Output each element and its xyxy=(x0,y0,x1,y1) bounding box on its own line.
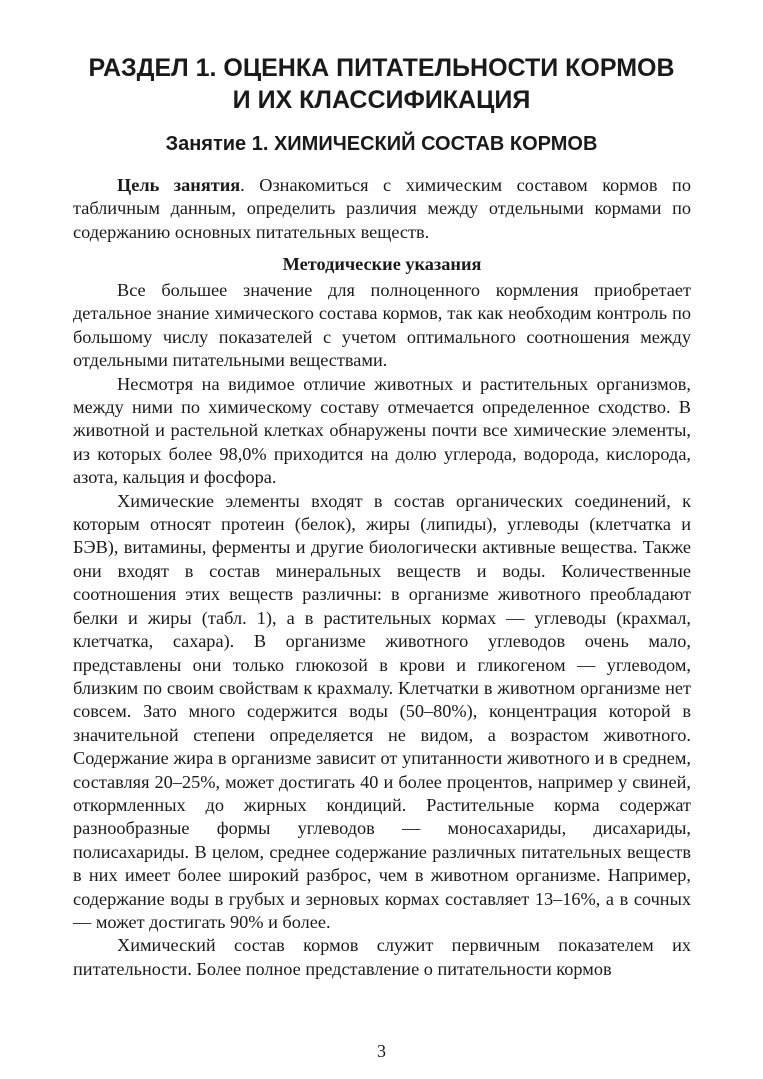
lesson-goal-text: . Ознакомиться с химическим составом кормов по табличным данным, определить различия между отдельными кормами по содержанию основных питательных веществ. xyxy=(73,175,691,242)
section-title xyxy=(40,52,723,116)
section-title-line-1: РАЗДЕЛ 1. ОЦЕНКА ПИТАТЕЛЬНОСТИ КОРМОВ xyxy=(88,54,675,82)
methods-heading: Методические указания xyxy=(282,254,482,274)
paragraph: Химический состав кормов служит первичным показателем их питательности. Более полное представление о питательности кормов xyxy=(73,935,691,979)
lesson-title: Занятие 1. ХИМИЧЕСКИЙ СОСТАВ КОРМОВ xyxy=(165,133,598,155)
lesson-goal xyxy=(73,174,691,244)
paragraph: Химические элементы входят в состав органических соединений, к которым относят протеин (белок), жиры (липиды), углеводы (клетчатка и БЭВ), витамины, ферменты и другие биологически активные вещества. Также они входят в состав минеральных веществ и воды. Количественные соотношения этих веществ различны: в организме животного преобладают белки и жиры (табл. 1), а в растительных кормах — углеводы (крахмал, клетчатка, сахара). В организме животного углеводов очень мало, представлены они только глюкозой в крови и гликогеном — углеводом, близким по своим свойствам к крахмалу. Клетчатки в животном организме нет совсем. Зато много содержится воды (50–80%), концентрация которой в значительной степени определяется не видом, а возрастом животного. Содержание жира в организме зависит от упитанности животного и в среднем, составляя 20–25%, может достигать 40 и более процентов, например у свиней, откормленных до жирных кондиций. Растительные корма содержат разнообразные формы углеводов — моносахариды, дисахариды, полисахариды. В целом, среднее содержание различных питательных веществ в них имеет более широкий разброс, чем в животном организме. Например, содержание воды в грубых и зерновых кормах составляет 13–16%, а в сочных — может достигать 90% и более. xyxy=(73,490,691,932)
lesson-goal-label: Цель занятия xyxy=(117,175,241,195)
paragraph: Все большее значение для полноценного кормления приобретает детальное знание химического состава кормов, так как необходим контроль по большому числу показателей с учетом оптимального соотношения между отдельными питательными веществами. xyxy=(73,280,691,371)
section-title-line-2: И ИХ КЛАССИФИКАЦИЯ xyxy=(232,86,531,114)
page-number: 3 xyxy=(377,1041,386,1061)
paragraph: Несмотря на видимое отличие животных и растительных организмов, между ними по химическому составу отмечается определенное сходство. В животной и растельной клетках обнаружены почти все химические элементы, из которых более 98,0% приходится на долю углерода, водорода, кислорода, азота, кальция и фосфора. xyxy=(73,373,691,488)
methods-body xyxy=(73,279,691,981)
